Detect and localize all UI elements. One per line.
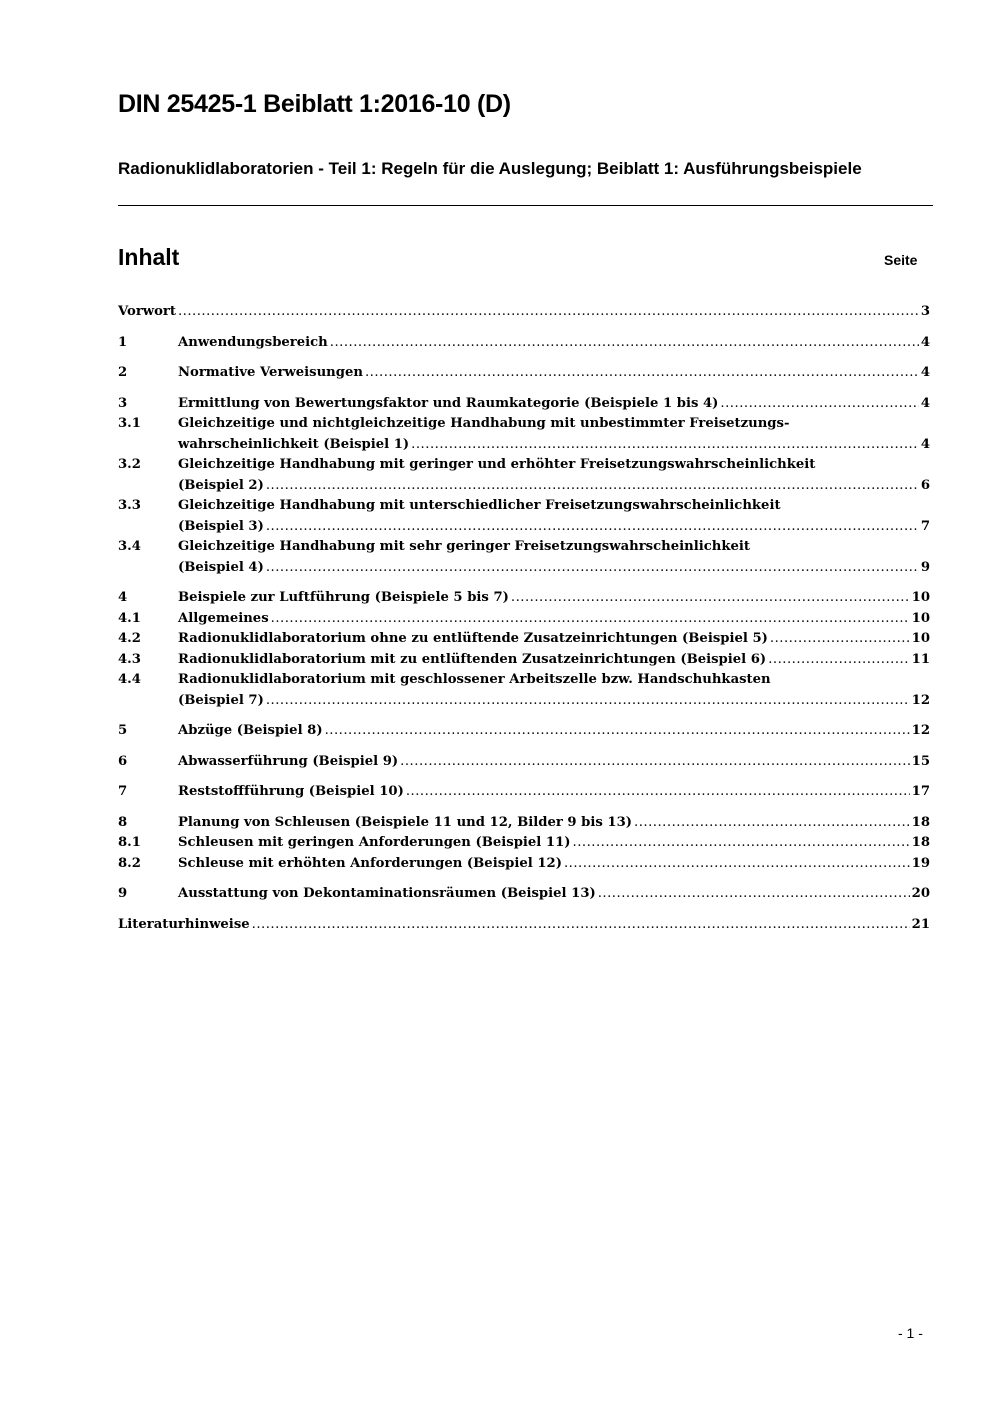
toc-entry-title: Beispiele zur Luftführung (Beispiele 5 bis 7)	[178, 590, 509, 605]
toc-entry[interactable]	[118, 721, 930, 742]
toc-entry[interactable]	[118, 884, 930, 905]
toc-entry-number: 5	[118, 723, 128, 738]
toc-entry-page: 21	[911, 916, 930, 932]
toc-entry[interactable]	[118, 333, 930, 354]
toc-entry-number: 1	[118, 334, 128, 350]
toc-dot-leader	[511, 588, 910, 609]
toc-dot-leader	[400, 752, 909, 773]
toc-entry-title: (Beispiel 2)	[178, 477, 264, 493]
toc-entry[interactable]	[118, 833, 930, 854]
toc-entry-title: Planung von Schleusen (Beispiele 11 und 12, Bilder 9 bis 13)	[178, 814, 633, 830]
toc-entry[interactable]	[118, 394, 930, 415]
toc-entry-title: (Beispiel 7)	[178, 692, 264, 708]
toc-entry-number: 4	[118, 590, 128, 605]
toc-entry-page: 15	[911, 753, 930, 769]
toc-entry-title-line: Gleichzeitige Handhabung mit sehr geringer Freisetzungswahrscheinlichkeit	[178, 539, 750, 554]
toc-entry-page: 10	[911, 631, 930, 646]
toc-dot-leader	[178, 302, 919, 323]
toc-entry-title-line: Gleichzeitige und nichtgleichzeitige Handhabung mit unbestimmter Freisetzungs-	[178, 416, 790, 431]
document-subtitle: Radionuklidlaboratorien - Teil 1: Regeln für die Auslegung; Beiblatt 1: Ausführungsbeispiele	[118, 159, 862, 178]
toc-dot-leader	[573, 833, 910, 854]
toc-entry-title: Schleuse mit erhöhten Anforderungen (Beispiel 12)	[178, 855, 562, 871]
toc-entry-number: 9	[118, 886, 128, 901]
toc-entry-title: Ausstattung von Dekontaminationsräumen (Beispiel 13)	[178, 886, 596, 901]
toc-entry[interactable]	[118, 455, 930, 496]
toc-entry-page: 4	[920, 334, 930, 350]
toc-entry-page: 10	[911, 590, 930, 605]
toc-entry[interactable]	[118, 650, 930, 671]
toc-dot-leader	[720, 394, 918, 415]
toc-entry-title: Abwasserführung (Beispiel 9)	[178, 753, 399, 769]
toc-entry[interactable]	[118, 782, 930, 803]
toc-dot-leader	[406, 782, 910, 803]
toc-entry-title: Anwendungsbereich	[178, 334, 328, 350]
toc-dot-leader	[252, 915, 910, 936]
toc-entry-page: 19	[911, 855, 930, 871]
toc-entry[interactable]	[118, 302, 930, 323]
toc-dot-leader	[271, 609, 910, 630]
toc-entry[interactable]	[118, 752, 930, 773]
toc-dot-leader	[266, 558, 919, 579]
toc-entry[interactable]	[118, 537, 930, 578]
toc-entry-title: Literaturhinweise	[118, 916, 250, 932]
toc-entry-title: (Beispiel 3)	[178, 518, 264, 534]
toc-entry[interactable]	[118, 609, 930, 630]
toc-heading: Inhalt	[118, 244, 180, 270]
toc-entry-page: 12	[911, 723, 930, 738]
toc-entry-number: 4.1	[118, 610, 141, 626]
document-title: DIN 25425-1 Beiblatt 1:2016-10 (D)	[118, 90, 511, 118]
toc-dot-leader	[564, 854, 910, 875]
toc-dot-leader	[266, 517, 919, 538]
title-divider	[118, 205, 933, 206]
page-number: - 1 -	[898, 1325, 923, 1341]
table-of-contents	[118, 302, 930, 935]
page-column-label: Seite	[884, 252, 918, 268]
toc-entry-title: (Beispiel 4)	[178, 559, 264, 575]
toc-entry-page: 20	[911, 886, 930, 901]
toc-entry-page: 11	[911, 651, 930, 667]
toc-entry-title-line: Gleichzeitige Handhabung mit geringer und erhöhter Freisetzungswahrscheinlichkeit	[178, 457, 816, 472]
toc-entry[interactable]	[118, 363, 930, 384]
toc-entry[interactable]	[118, 414, 930, 455]
toc-entry-title-line: Gleichzeitige Handhabung mit unterschiedlicher Freisetzungswahrscheinlichkeit	[178, 498, 781, 513]
toc-entry-page: 6	[920, 477, 930, 493]
toc-entry-number: 8.1	[118, 835, 141, 850]
toc-dot-leader	[365, 363, 919, 384]
toc-entry-page: 18	[911, 835, 930, 850]
toc-entry[interactable]	[118, 915, 930, 936]
toc-dot-leader	[634, 813, 910, 834]
toc-entry-page: 9	[920, 559, 930, 575]
toc-dot-leader	[598, 884, 910, 905]
toc-entry-title: wahrscheinlichkeit (Beispiel 1)	[178, 436, 410, 452]
toc-entry[interactable]	[118, 496, 930, 537]
toc-entry-page: 18	[911, 814, 930, 830]
toc-entry-page: 10	[911, 610, 930, 626]
toc-entry-number: 3.1	[118, 416, 141, 431]
toc-entry-number: 3.2	[118, 457, 141, 472]
toc-entry[interactable]	[118, 670, 930, 711]
toc-dot-leader	[325, 721, 910, 742]
toc-dot-leader	[266, 476, 919, 497]
toc-entry-number: 4.4	[118, 672, 141, 687]
toc-entry-number: 8	[118, 814, 128, 830]
toc-entry-number: 2	[118, 365, 128, 380]
toc-entry-title: Radionuklidlaboratorium mit zu entlüftenden Zusatzeinrichtungen (Beispiel 6)	[178, 651, 767, 667]
toc-entry-title: Vorwort	[118, 304, 176, 319]
toc-entry-number: 4.3	[118, 651, 141, 667]
toc-entry-title: Radionuklidlaboratorium ohne zu entlüftende Zusatzeinrichtungen (Beispiel 5)	[178, 631, 768, 646]
toc-entry-title: Schleusen mit geringen Anforderungen (Beispiel 11)	[178, 835, 571, 850]
toc-entry-number: 3.4	[118, 539, 141, 554]
toc-dot-leader	[411, 435, 919, 456]
toc-entry-page: 4	[920, 395, 930, 411]
toc-entry-page: 3	[920, 304, 930, 319]
toc-dot-leader	[266, 691, 910, 712]
toc-dot-leader	[768, 650, 909, 671]
toc-entry-number: 7	[118, 784, 128, 799]
toc-entry-title: Allgemeines	[178, 610, 269, 626]
toc-entry-number: 4.2	[118, 631, 141, 646]
toc-entry-number: 3.3	[118, 498, 141, 513]
toc-entry-title: Abzüge (Beispiel 8)	[178, 723, 323, 738]
toc-entry-title: Ermittlung von Bewertungsfaktor und Raumkategorie (Beispiele 1 bis 4)	[178, 395, 719, 411]
toc-dot-leader	[330, 333, 919, 354]
toc-entry[interactable]	[118, 813, 930, 834]
toc-dot-leader	[770, 629, 910, 650]
toc-entry[interactable]	[118, 854, 930, 875]
toc-entry-page: 4	[920, 365, 930, 380]
toc-entry-number: 3	[118, 395, 128, 411]
toc-entry-page: 12	[911, 692, 930, 708]
toc-entry[interactable]	[118, 588, 930, 609]
toc-entry[interactable]	[118, 629, 930, 650]
toc-entry-title: Reststoffführung (Beispiel 10)	[178, 784, 404, 799]
toc-entry-page: 7	[920, 518, 930, 534]
toc-entry-page: 4	[920, 436, 930, 452]
toc-entry-title: Normative Verweisungen	[178, 365, 363, 380]
toc-entry-page: 17	[911, 784, 930, 799]
toc-entry-title-line: Radionuklidlaboratorium mit geschlossener Arbeitszelle bzw. Handschuhkasten	[178, 672, 771, 687]
toc-entry-number: 8.2	[118, 855, 141, 871]
toc-entry-number: 6	[118, 753, 128, 769]
